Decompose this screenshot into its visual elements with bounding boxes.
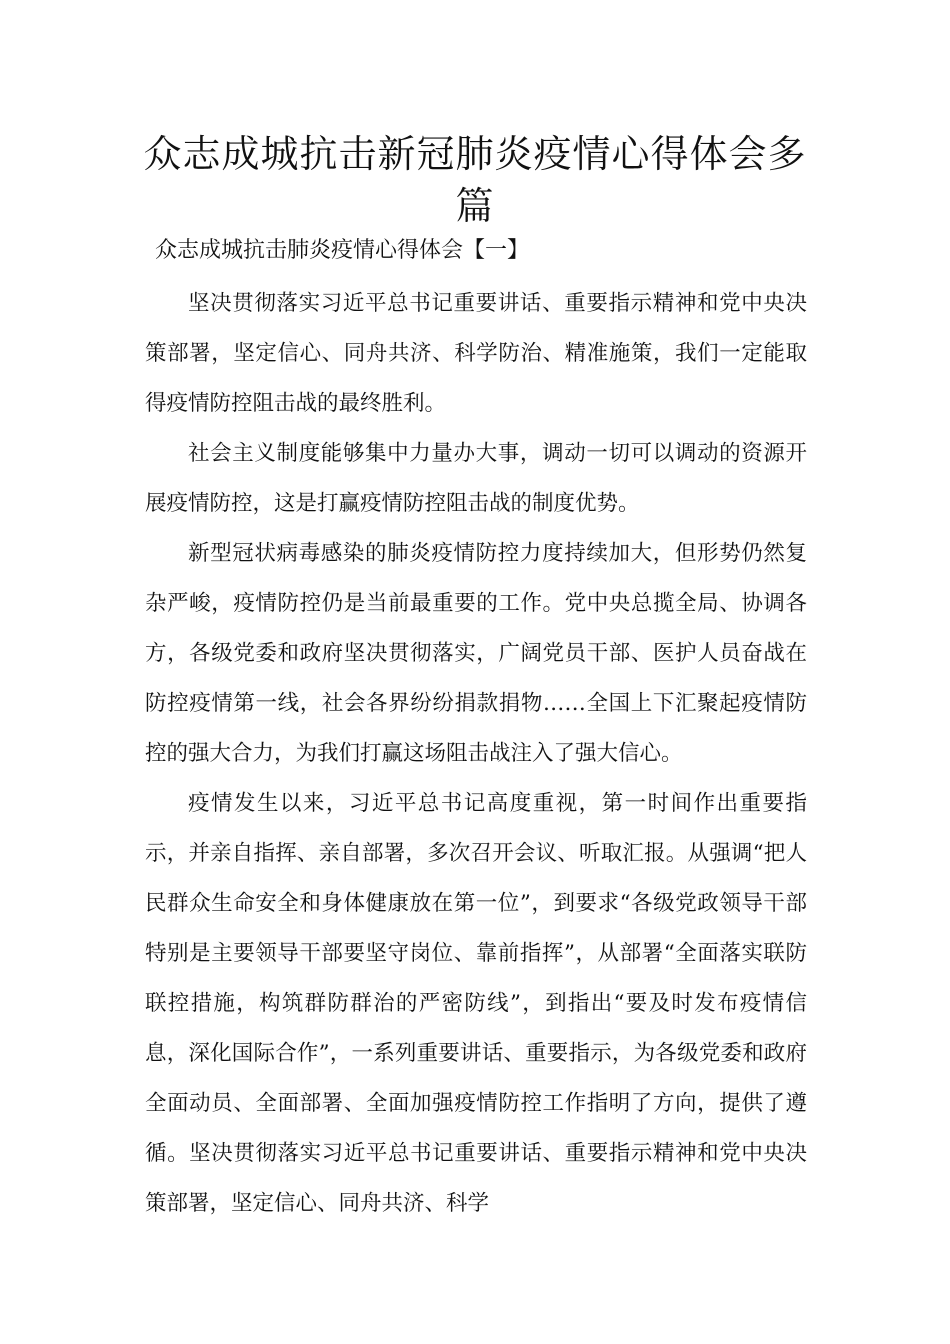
section-heading: 众志成城抗击肺炎疫情心得体会【一】 <box>155 238 530 263</box>
document-title: 众志成城抗击新冠肺炎疫情心得体会多篇 <box>143 132 807 228</box>
paragraph: 社会主义制度能够集中力量办大事，调动一切可以调动的资源开展疫情防控，这是打赢疫情防控阻击战的制度优势。 <box>145 441 807 516</box>
paragraph: 新型冠状病毒感染的肺炎疫情防控力度持续加大，但形势仍然复杂严峻，疫情防控仍是当前最重要的工作。党中央总揽全局、协调各方，各级党委和政府坚决贯彻落实，广阔党员干部、医护人员奋战在防控疫情第一线，社会各界纷纷捐款捐物……全国上下汇聚起疫情防控的强大合力，为我们打赢这场阻击战注入了强大信心。 <box>145 541 807 766</box>
document-body <box>145 279 807 1229</box>
paragraph: 疫情发生以来，习近平总书记高度重视，第一时间作出重要指示，并亲自指挥、亲自部署，多次召开会议、听取汇报。从强调“把人民群众生命安全和身体健康放在第一位”，到要求“各级党政领导干部特别是主要领导干部要坚守岗位、靠前指挥”，从部署“全面落实联防联控措施，构筑群防群治的严密防线”，到指出“要及时发布疫情信息，深化国际合作”，一系列重要讲话、重要指示，为各级党委和政府全面动员、全面部署、全面加强疫情防控工作指明了方向，提供了遵循。坚决贯彻落实习近平总书记重要讲话、重要指示精神和党中央决策部署，坚定信心、同舟共济、科学 <box>145 791 807 1216</box>
paragraph: 坚决贯彻落实习近平总书记重要讲话、重要指示精神和党中央决策部署，坚定信心、同舟共济、科学防治、精准施策，我们一定能取得疫情防控阻击战的最终胜利。 <box>145 291 807 416</box>
